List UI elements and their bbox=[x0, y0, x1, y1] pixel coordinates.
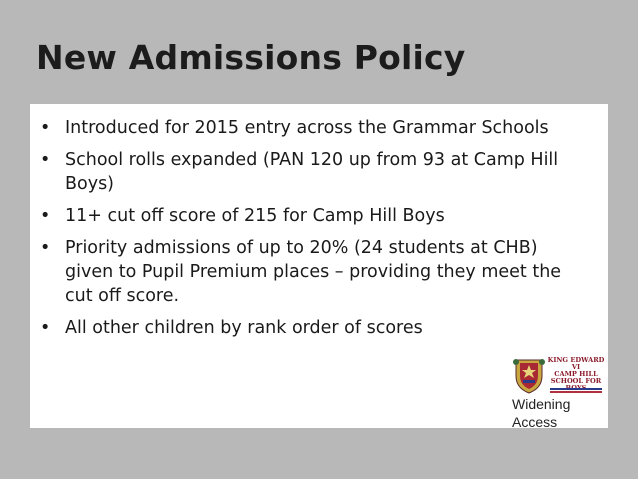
bullet-text: Introduced for 2015 entry across the Grammar Schools bbox=[65, 118, 549, 138]
bullet-item bbox=[30, 116, 590, 140]
school-name-line: KING EDWARD VI bbox=[547, 356, 605, 371]
bullet-marker: • bbox=[40, 150, 51, 170]
bullet-text: 11+ cut off score of 215 for Camp Hill Boys bbox=[65, 206, 445, 226]
bullet-list bbox=[30, 116, 590, 348]
slide-title: New Admissions Policy bbox=[36, 38, 466, 77]
bullet-item bbox=[30, 316, 590, 340]
bullet-marker: • bbox=[40, 238, 51, 258]
bullet-text: Priority admissions of up to 20% (24 students at CHB) given to Pupil Premium places – providing they meet the cut off score. bbox=[65, 238, 562, 306]
school-crest-icon bbox=[512, 356, 546, 394]
bullet-marker: • bbox=[40, 118, 51, 138]
school-logo bbox=[512, 356, 604, 396]
content-panel bbox=[30, 104, 608, 428]
bullet-item bbox=[30, 204, 590, 228]
bullet-marker: • bbox=[40, 206, 51, 226]
caption-line: Widening bbox=[512, 396, 571, 412]
school-name-line: CAMP HILL bbox=[554, 370, 598, 378]
school-name-line: SCHOOL FOR bbox=[550, 377, 602, 385]
bullet-text: All other children by rank order of scores bbox=[65, 318, 423, 338]
bullet-marker: • bbox=[40, 318, 51, 338]
caption-line: Access bbox=[512, 414, 558, 430]
bullet-text: School rolls expanded (PAN 120 up from 93 at Camp Hill Boys) bbox=[65, 150, 559, 194]
bullet-item bbox=[30, 148, 590, 196]
school-name bbox=[546, 357, 606, 392]
widening-access-caption bbox=[512, 395, 570, 431]
logo-rule-red bbox=[550, 391, 602, 393]
bullet-item bbox=[30, 236, 590, 308]
logo-rule-blue bbox=[550, 388, 602, 390]
